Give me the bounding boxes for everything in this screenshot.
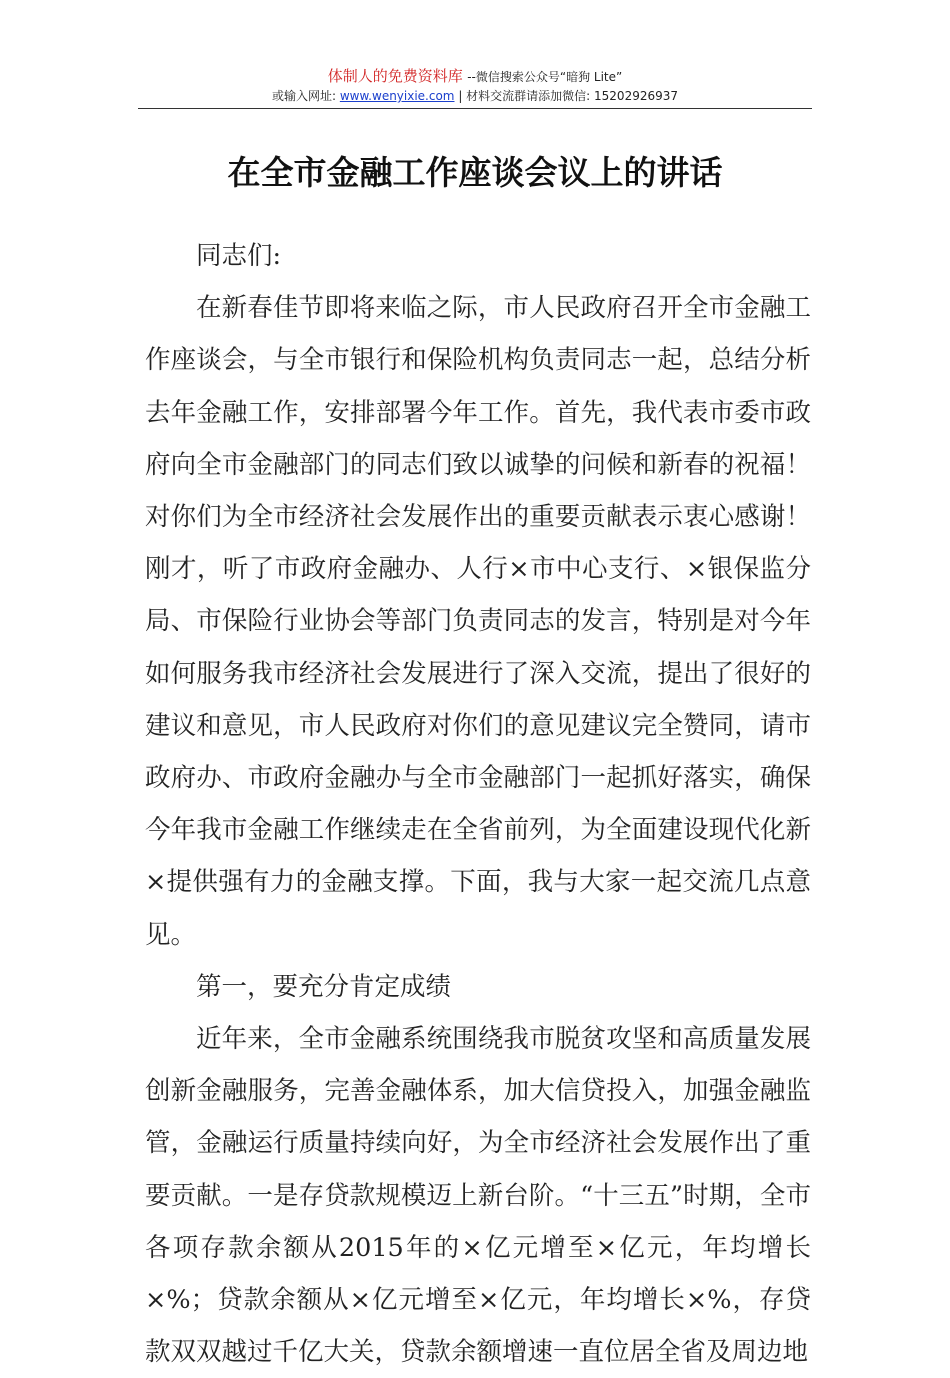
salutation: 同志们: xyxy=(196,241,282,271)
header-banner xyxy=(138,66,812,87)
contact-text: | 材料交流群请添加微信: 15202926937 xyxy=(454,89,679,103)
header-subtitle: --微信搜索公众号“暗狗 Lite” xyxy=(467,70,623,84)
document-body xyxy=(145,230,811,1378)
page-header xyxy=(138,66,812,105)
section-heading: 第一，要充分肯定成绩 xyxy=(196,971,452,1002)
header-contact-line xyxy=(138,87,812,105)
website-link[interactable]: www.wenyixie.com xyxy=(339,89,455,103)
body-paragraph: 近年来，全市金融系统围绕我市脱贫攻坚和高质量发展创新金融服务，完善金融体系，加大信贷投入，加强金融监管，金融运行质量持续向好，为全市经济社会发展作出了重要贡献。一是存贷款规模迈上新台阶。“十三五”时期，全市各项存款余额从2015年的×亿元增至×亿元，年均增长×%；贷款余额从×亿元增至×亿元，年均增长×%，存贷款双双越过千亿大关，贷款余额增速一直位居全省及周边地 xyxy=(145,1024,811,1368)
header-brand: 体制人的免费资料库 xyxy=(327,67,463,85)
body-paragraph: 在新春佳节即将来临之际，市人民政府召开全市金融工作座谈会，与全市银行和保险机构负责同志一起，总结分析去年金融工作，安排部署今年工作。首先，我代表市委市政府向全市金融部门的同志们致以诚挚的问候和新春的祝福！对你们为全市经济社会发展作出的重要贡献表示衷心感谢！刚才，听了市政府金融办、人行×市中心支行、×银保监分局、市保险行业协会等部门负责同志的发言，特别是对今年如何服务我市经济社会发展进行了深入交流，提出了很好的建议和意见，市人民政府对你们的意见建议完全赞同，请市政府办、市政府金融办与全市金融部门一起抓好落实，确保今年我市金融工作继续走在全省前列，为全面建设现代化新×提供强有力的金融支撑。下面，我与大家一起交流几点意见。 xyxy=(145,293,811,950)
header-divider xyxy=(138,108,812,109)
document-title: 在全市金融工作座谈会议上的讲话 xyxy=(227,153,723,192)
url-prefix: 或输入网址: xyxy=(271,89,340,103)
